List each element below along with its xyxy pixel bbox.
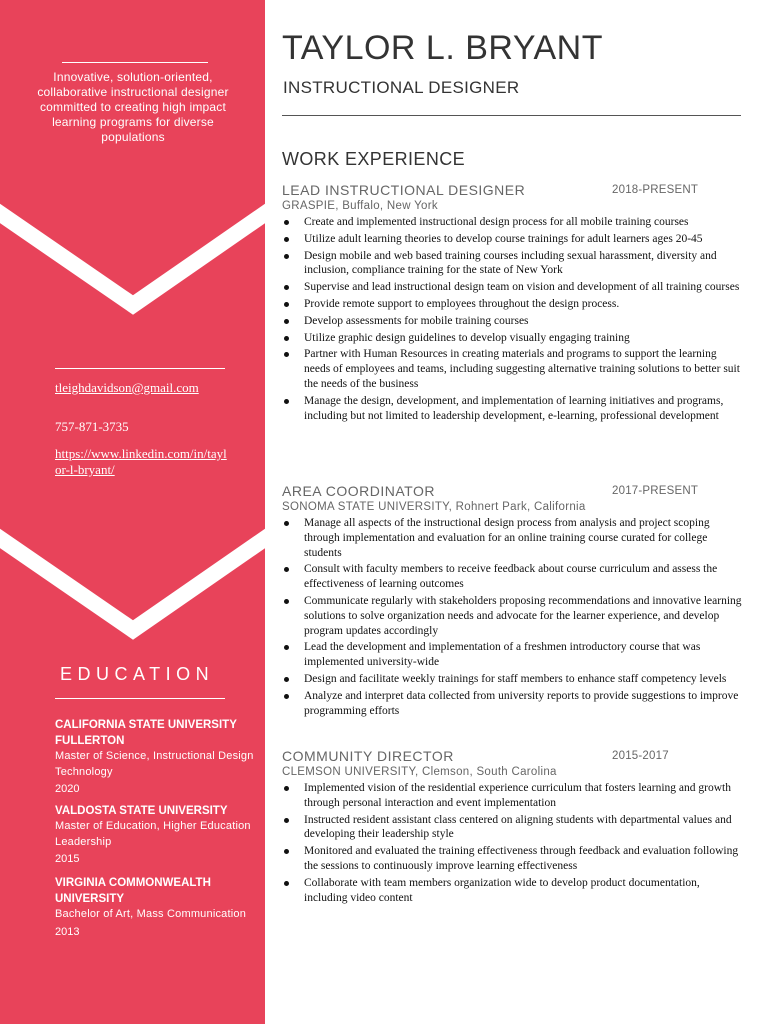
job-company: GRASPIE, Buffalo, New York [282,200,438,212]
job-bullet: Develop assessments for mobile training courses [282,314,742,329]
job-company: SONOMA STATE UNIVERSITY, Rohnert Park, California [282,501,586,513]
chevron-decoration-bottom [0,520,265,650]
job-bullet: Design and facilitate weekly trainings for staff members to enhance staff competency levels [282,672,742,687]
job-bullet: Utilize adult learning theories to develop course trainings for adult learners ages 20-45 [282,232,742,247]
job-dates: 2017-PRESENT [612,485,699,497]
job-bullets [282,516,742,718]
sidebar-top-divider [62,62,208,63]
job-title: AREA COORDINATOR [282,483,435,499]
linkedin-link-line1[interactable]: https://www.linkedin.com/in/tayl [55,446,227,461]
phone-number: 757-871-3735 [55,419,129,434]
job-bullet: Manage all aspects of the instructional design process from analysis and project scoping through implementation and evaluation for an online training course curated for college students [282,516,742,560]
job-bullet: Lead the development and implementation of a freshmen introductory course that was implemented university-wide [282,640,742,670]
job-bullet: Manage the design, development, and implementation of learning initiatives and programs, including but not limited to leadership development, e-learning, professional development [282,394,742,424]
job-bullet: Supervise and lead instructional design team on vision and development of all training courses [282,280,742,295]
job-bullet: Utilize graphic design guidelines to develop visually engaging training [282,331,742,346]
job-bullet: Create and implemented instructional design process for all mobile training courses [282,215,742,230]
work-experience-heading: WORK EXPERIENCE [282,149,466,169]
education-entry [55,717,255,798]
job-bullets [282,781,742,905]
education-entry [55,875,255,940]
job-bullet: Provide remote support to employees throughout the design process. [282,297,742,312]
job-bullets [282,215,742,423]
education-degree: Master of Education, Higher Education Leadership [55,820,251,848]
job-title: LEAD INSTRUCTIONAL DESIGNER [282,182,526,198]
header-divider [282,115,741,116]
profile-tagline: Innovative, solution-oriented, collaborative instructional designer committed to creating high impact learning programs for diverse populations [37,70,229,144]
education-degree: Master of Science, Instructional Design Technology [55,750,254,778]
education-school: VALDOSTA STATE UNIVERSITY [55,805,228,817]
linkedin-link[interactable] [55,446,227,478]
job-bullet: Monitored and evaluated the training effectiveness through feedback and evaluation following the sessions to continuously improve learning effectiveness [282,844,742,874]
education-degree: Bachelor of Art, Mass Communication [55,908,247,920]
job-entry [282,182,742,425]
job-entry [282,748,742,907]
job-bullet: Partner with Human Resources in creating materials and programs to support the learning needs of employees and teams, including suggesting alternative training solutions to better suit the needs of the business [282,347,742,391]
candidate-role: INSTRUCTIONAL DESIGNER [283,78,520,97]
job-bullet: Design mobile and web based training courses including sexual harassment, diversity and inclusion, compliance training for the state of New York [282,249,742,279]
job-bullet: Implemented vision of the residential experience curriculum that fosters learning and growth through personal interaction and event implementation [282,781,742,811]
education-year: 2015 [55,853,80,865]
education-entry [55,803,255,868]
job-bullet: Consult with faculty members to receive feedback about course curriculum and assess the effectiveness of learning outcomes [282,562,742,592]
job-bullet: Collaborate with team members organization wide to develop product documentation, including video content [282,876,742,906]
education-school: VIRGINIA COMMONWEALTH UNIVERSITY [55,877,211,905]
candidate-name: TAYLOR L. BRYANT [282,29,604,67]
education-school: CALIFORNIA STATE UNIVERSITY FULLERTON [55,719,237,747]
education-divider [55,698,225,699]
education-year: 2013 [55,925,80,938]
email-link[interactable]: tleighdavidson@gmail.com [55,380,199,395]
linkedin-link-line2[interactable]: or-l-bryant/ [55,462,115,477]
job-dates: 2018-PRESENT [612,184,699,196]
education-year: 2020 [55,783,80,795]
chevron-decoration-top [0,200,265,330]
sidebar-contact-divider [55,368,225,369]
job-title: COMMUNITY DIRECTOR [282,748,454,764]
education-heading: EDUCATION [60,664,215,684]
job-bullet: Communicate regularly with stakeholders proposing recommendations and innovative learning solutions to solve organization needs and advocate for the learner experience, and develop program updates accordingly [282,594,742,638]
job-dates: 2015-2017 [612,750,669,762]
job-bullet: Analyze and interpret data collected from university reports to provide suggestions to improve programming efforts [282,689,742,719]
job-bullet: Instructed resident assistant class centered on aligning students with departmental values and developing their leadership style [282,813,742,843]
job-entry [282,483,742,720]
sidebar [0,0,265,1024]
job-company: CLEMSON UNIVERSITY, Clemson, South Carolina [282,766,557,778]
